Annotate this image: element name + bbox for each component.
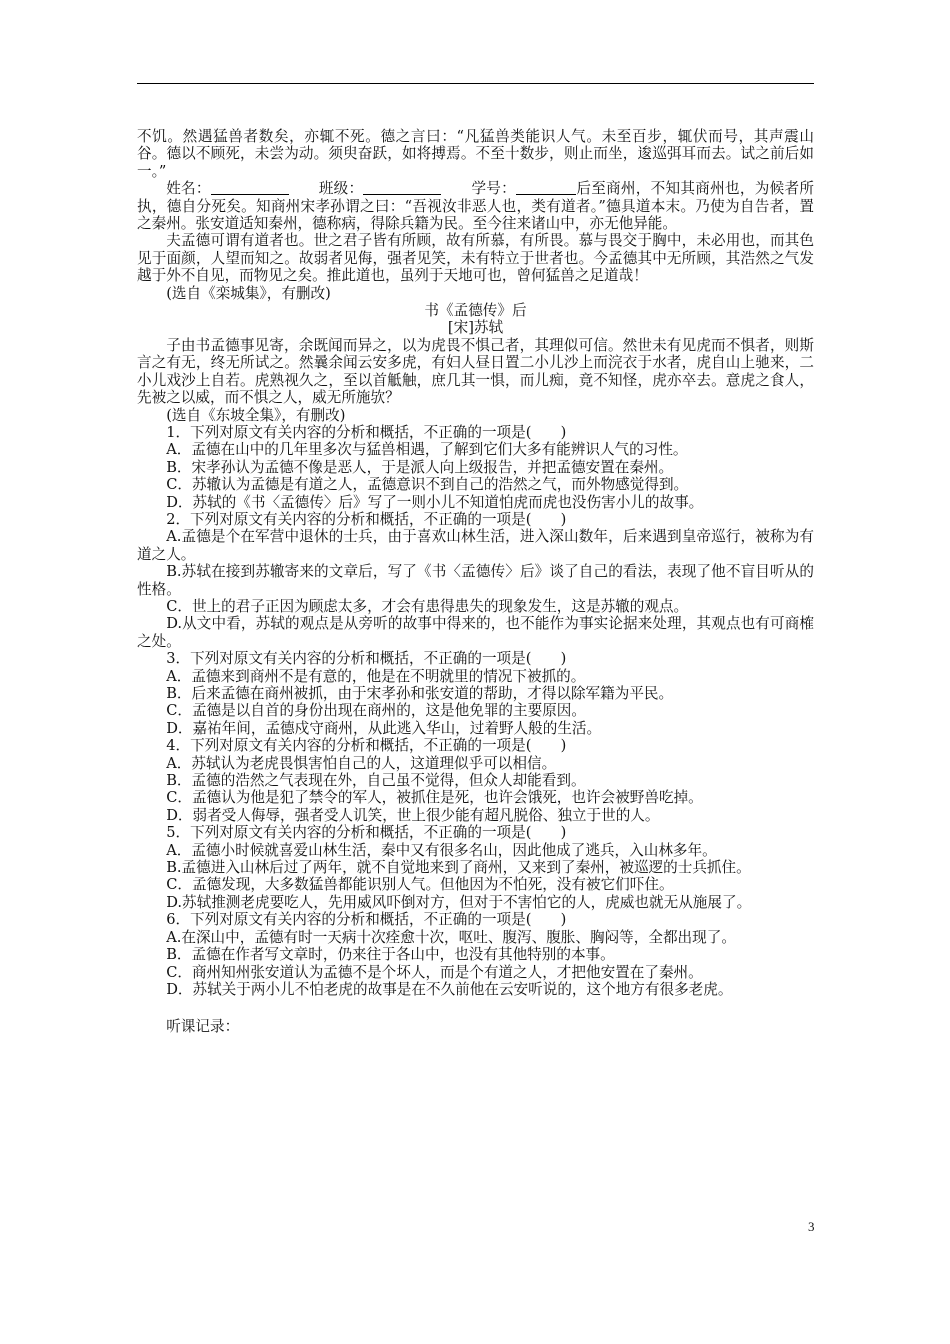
answer-option: D．苏轼的《书〈孟德传〉后》写了一则小儿不知道怕虎而虎也没伤害小儿的故事。 bbox=[166, 493, 704, 511]
answer-option: C．孟德认为他是犯了禁令的军人，被抓住是死，也许会饿死，也许会被野兽吃掉。 bbox=[166, 789, 703, 807]
answer-option: A．孟德小时候就喜爱山林生活，秦中又有很多名山，因此他成了逃兵，入山林多年。 bbox=[166, 841, 717, 859]
number-label: 学号： bbox=[471, 180, 517, 198]
answer-option: B．孟德的浩然之气表现在外，自己虽不觉得，但众人却能看到。 bbox=[166, 772, 586, 790]
answer-option: C．孟德是以自首的身份出现在商州的，这是他免罪的主要原因。 bbox=[166, 702, 586, 720]
answer-option: C．孟德发现，大多数猛兽都能识别人气。但他因为不怕死，没有被它们吓住。 bbox=[166, 876, 674, 894]
page-number: 3 bbox=[808, 1219, 815, 1234]
essay-title: 书《孟德传》后 bbox=[424, 302, 527, 320]
question-stem: 1．下列对原文有关内容的分析和概括，不正确的一项是( ) bbox=[166, 423, 567, 441]
answer-option: B．宋孝孙认为孟德不像是恶人，于是派人向上级报告，并把孟德安置在秦州。 bbox=[166, 458, 674, 476]
answer-option: A.孟德是个在军营中退休的士兵，由于喜欢山林生活，进入深山数年，后来遇到皇帝巡行，被称为有道之人。 bbox=[137, 528, 814, 563]
document-body bbox=[137, 128, 814, 1036]
question-stem: 3．下列对原文有关内容的分析和概括，不正确的一项是( ) bbox=[166, 650, 567, 668]
answer-option: D．弱者受人侮辱，强者受人讥笑，世上很少能有超凡脱俗、独立于世的人。 bbox=[166, 806, 660, 824]
question-block bbox=[137, 824, 814, 911]
question-block bbox=[137, 650, 814, 737]
essay-author: [宋]苏轼 bbox=[447, 319, 504, 337]
question-stem: 4．下列对原文有关内容的分析和概括，不正确的一项是( ) bbox=[166, 737, 567, 755]
passage-paragraph: 子由书孟德事见寄，余既闻而异之，以为虎畏不惧己者，其理似可信。然世未有见虎而不惧者，则斯言之有无，终无所试之。然曩余闻云安多虎，有妇人昼日置二小儿沙上而浣衣于水者，虎自山上驰来，二小儿戏沙上自若。虎熟视久之，至以首觝触，庶几其一惧，而儿痴，竟不知怪，虎亦卒去。意虎之食人，先被之以威，而不惧之人，威无所施欤？ bbox=[137, 336, 814, 407]
answer-option: A.在深山中，孟德有时一天病十次痊愈十次，呕吐、腹泻、腹胀、胸闷等，全都出现了。 bbox=[166, 928, 736, 946]
number-blank[interactable] bbox=[516, 181, 576, 195]
question-block bbox=[137, 424, 814, 511]
passage-paragraph: 夫孟德可谓有道者也。世之君子皆有所顾，故有所慕，有所畏。慕与畏交于胸中，未必用也，而其色见于面颜，人望而知之。故弱者见侮，强者见笑，未有特立于世者也。今孟德其中无所顾，其浩然之气发越于外不自见，而物见之矣。推此道也，虽列于天地可也，曾何猛兽之足道哉！ bbox=[137, 232, 814, 285]
passage-paragraph: 不饥。然遇猛兽者数矣，亦辄不死。德之言曰：“凡猛兽类能识人气。未至百步，辄伏而号，其声震山谷。德以不顾死，未尝为动。须臾奋跃，如将搏焉。不至十数步，则止而坐，逡巡弭耳而去。试之前后如一。” bbox=[137, 128, 814, 180]
question-block bbox=[137, 911, 814, 998]
question-block bbox=[137, 737, 814, 824]
answer-option: B．孟德在作者写文章时，仍来往于各山中，也没有其他特别的本事。 bbox=[166, 946, 615, 964]
passage-continuation: 后至商州，不知其商州也，为候者所执，德自分死矣。知商州宋孝孙谓之曰：“吾视汝非恶人也，类有道者。”德具道本末。乃使为自告者，置之秦州。张安道适知秦州，德称病，得除兵籍为民。至今往来诸山中，亦无他异能。 bbox=[137, 180, 814, 233]
answer-option: B．后来孟德在商州被抓，由于宋孝孙和张安道的帮助，才得以除军籍为平民。 bbox=[166, 685, 674, 702]
header-rule bbox=[137, 83, 814, 84]
source-note: (选自《栾城集》，有删改) bbox=[166, 284, 331, 302]
answer-option: B.孟德进入山林后过了两年，就不自觉地来到了商州，又来到了秦州，被巡逻的士兵抓住。 bbox=[166, 859, 751, 877]
name-blank[interactable] bbox=[211, 181, 289, 195]
answer-option: D．嘉祐年间，孟德戍守商州，从此逃入华山，过着野人般的生活。 bbox=[166, 719, 602, 737]
name-label: 姓名： bbox=[166, 180, 211, 198]
question-block bbox=[137, 511, 814, 650]
student-info-line bbox=[137, 180, 814, 232]
class-label: 班级： bbox=[318, 180, 364, 198]
answer-option: D.从文中看，苏轼的观点是从旁听的故事中得来的，也不能作为事实论据来处理，其观点也有可商榷之处。 bbox=[137, 615, 814, 650]
answer-option: C．苏辙认为孟德是有道之人，孟德意识不到自己的浩然之气，而外物感觉得到。 bbox=[166, 476, 689, 494]
answer-option: D．苏轼关于两小儿不怕老虎的故事是在不久前他在云安听说的，这个地方有很多老虎。 bbox=[166, 980, 733, 998]
source-note: (选自《东坡全集》，有删改) bbox=[166, 406, 346, 424]
class-blank[interactable] bbox=[363, 181, 441, 195]
question-stem: 2．下列对原文有关内容的分析和概括，不正确的一项是( ) bbox=[166, 510, 567, 528]
answer-option: A．苏轼认为老虎畏惧害怕自己的人，这道理似乎可以相信。 bbox=[166, 754, 557, 772]
answer-option: B.苏轼在接到苏辙寄来的文章后，写了《书〈孟德传〉后》谈了自己的看法，表现了他不盲目听从的性格。 bbox=[137, 563, 814, 598]
answer-option: C．商州知州张安道认为孟德不是个坏人，而是个有道之人，才把他安置在了秦州。 bbox=[166, 963, 703, 981]
answer-option: A．孟德来到商州不是有意的，他是在不明就里的情况下被抓的。 bbox=[166, 667, 586, 685]
answer-option: A．孟德在山中的几年里多次与猛兽相遇，了解到它们大多有能辨识人气的习性。 bbox=[166, 441, 688, 459]
answer-option: C．世上的君子正因为顾虑太多，才会有患得患失的现象发生，这是苏辙的观点。 bbox=[166, 597, 689, 615]
notes-label: 听课记录： bbox=[166, 1018, 240, 1036]
question-list bbox=[137, 424, 814, 998]
question-stem: 6．下列对原文有关内容的分析和概括，不正确的一项是( ) bbox=[166, 911, 567, 929]
answer-option: D.苏轼推测老虎要吃人，先用威风吓倒对方，但对于不害怕它的人，虎威也就无从施展了。 bbox=[166, 893, 752, 911]
question-stem: 5．下列对原文有关内容的分析和概括，不正确的一项是( ) bbox=[166, 824, 567, 842]
